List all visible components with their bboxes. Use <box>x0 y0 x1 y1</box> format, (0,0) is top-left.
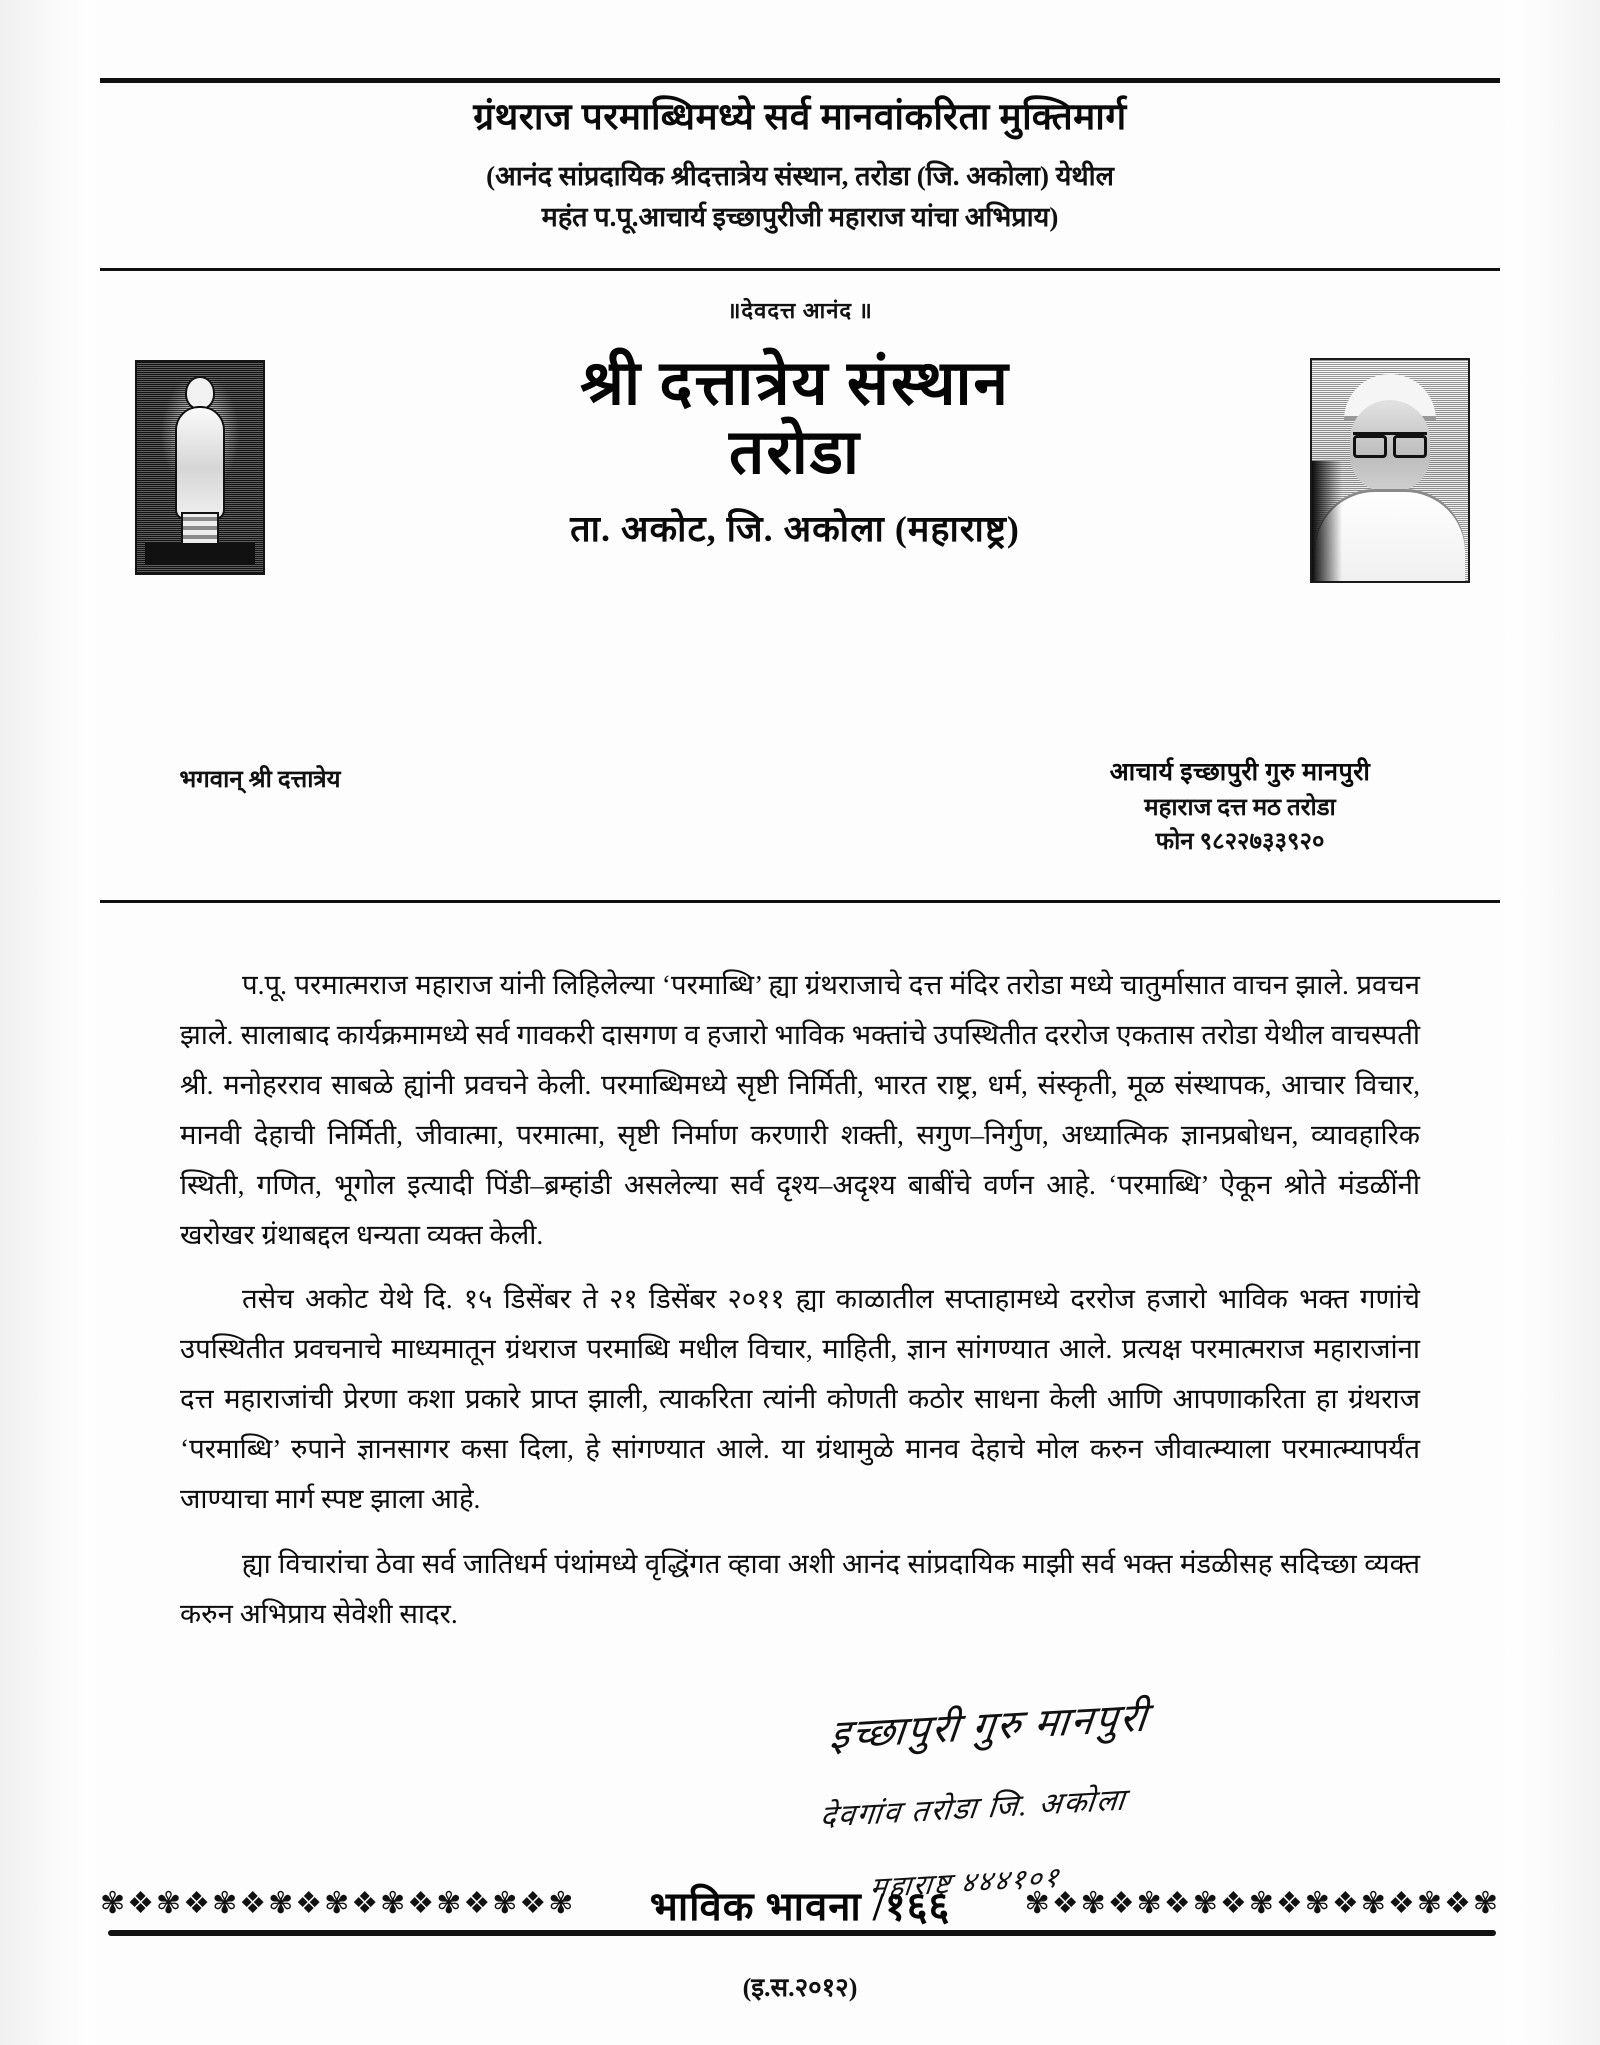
right-image-caption <box>1030 755 1450 859</box>
masthead-block <box>100 350 1500 690</box>
footer-rule <box>108 1930 1496 1936</box>
portrait-shadow <box>1312 461 1342 581</box>
idol-body <box>177 408 223 518</box>
body-paragraph-1: प.पू. परमात्मराज महाराज यांनी लिहिलेल्या ‘परमाब्धि’ ह्या ग्रंथराजाचे दत्त मंदिर तरोडा मध्ये चातुर्मासात वाचन झाले. प्रवचन झाले. सालाबाद कार्यक्रमामध्ये सर्व गावकरी दासगण व हजारो भाविक भक्तांचे उपस्थितीत दररोज एकतास तरोडा येथील वाचस्पती श्री. मनोहरराव साबळे ह्यांनी प्रवचने केली. परमाब्धिमध्ये सृष्टी निर्मिती, भारत राष्ट्र, धर्म, संस्कृती, मूळ संस्थापक, आचार विचार, मानवी देहाची निर्मिती, जीवात्मा, परमात्मा, सृष्टी निर्माण करणारी शक्ती, सगुण–निर्गुण, अध्यात्मिक ज्ञानप्रबोधन, व्यावहारिक स्थिती, गणित, भूगोल इत्यादी पिंडी–ब्रम्हांडी असलेल्या सर्व दृश्य–अदृश्य बाबींचे वर्णन आहे. ‘परमाब्धि’ ऐकून श्रोते मंडळींनी खरोखर ग्रंथाबद्दल धन्यता व्यक्त केली. <box>180 969 1420 1251</box>
spectacles-icon <box>1353 432 1427 450</box>
body-paragraph-2: तसेच अकोट येथे दि. १५ डिसेंबर ते २१ डिसेंबर २०११ ह्या काळातील सप्ताहामध्ये दररोज हजारो भाविक भक्त गणांचे उपस्थितीत प्रवचनाचे माध्यमातून ग्रंथराज परमाब्धि मधील विचार, माहिती, ज्ञान सांगण्यात आले. प्रत्यक्ष परमात्मराज महाराजांना दत्त महाराजांची प्रेरणा कशा प्रकारे प्राप्त झाली, त्याकरिता त्यांनी कोणती कठोर साधना केली आणि आपणाकरिता हा ग्रंथराज ‘परमाब्धि’ रुपाने ज्ञानसागर कसा दिला, हे सांगण्यात आले. या ग्रंथामुळे मानव देहाचे मोल करुन जीवात्म्याला परमात्म्यापर्यंत जाण्याचा मार्ग स्पष्ट झाला आहे. <box>180 1283 1420 1515</box>
footer-year: (इ.स.२०१२) <box>742 1973 858 2002</box>
handwritten-signature-block <box>818 1690 1380 1905</box>
footer-ornament-left: ✾❖✾❖✾❖✾❖✾❖✾❖✾❖✾❖✾ <box>100 1887 576 1920</box>
idol-head <box>187 378 213 408</box>
signature-address: देवगांव तरोडा जि. अकोला <box>818 1783 1129 1834</box>
footer-ornament-right: ✾❖✾❖✾❖✾❖✾❖✾❖✾❖✾❖✾ <box>1024 1887 1500 1920</box>
acharya-portrait-image <box>1310 358 1470 583</box>
dattatreya-idol-image <box>135 360 265 575</box>
body-paragraph-3: ह्या विचारांचा ठेवा सर्व जातिधर्म पंथांमध्ये वृद्धिंगत व्हावा अशी आनंद सांप्रदायिक माझी सर्व भक्त मंडळीसह सदिच्छा व्यक्त करुन अभिप्राय सेवेशी सादर. <box>180 1547 1420 1629</box>
footer-band <box>100 1878 1500 1930</box>
invocation-text: ॥देवदत्त आनंद ॥ <box>727 298 873 323</box>
body-text-block <box>180 960 1420 1653</box>
header-subtitle-line-1: (आनंद सांप्रदायिक श्रीदत्तात्रेय संस्थान, तरोडा (जि. अकोला) येथील <box>486 161 1114 192</box>
institution-name-line-2: तरोडा <box>729 419 861 488</box>
acharya-math: महाराज दत्त मठ तरोडा <box>1144 794 1336 821</box>
masthead-bottom-rule <box>100 900 1500 903</box>
signature-name: इच्छापुरी गुरु मानपुरी <box>827 1694 1151 1758</box>
page-title: ग्रंथराज परमाब्धिमध्ये सर्व मानवांकरिता मुक्तिमार्ग <box>473 97 1127 138</box>
acharya-phone: फोन ९८२२७३३९२० <box>1155 828 1325 855</box>
institution-name-line-1: श्री दत्तात्रेय संस्थान <box>580 350 1010 418</box>
header-bottom-rule <box>100 268 1500 271</box>
header-block <box>100 95 1500 238</box>
top-divider-rule <box>100 78 1500 83</box>
idol-pedestal <box>145 543 255 565</box>
left-image-caption: भगवान् श्री दत्तात्रेय <box>179 767 341 793</box>
footer-book-title: भाविक भावना /१६६ <box>649 1883 951 1929</box>
masthead-text <box>300 350 1290 552</box>
header-subtitle-line-2: महंत प.पू.आचार्य इच्छापुरीजी महाराज यांचा अभिप्राय) <box>541 202 1059 233</box>
acharya-name: आचार्य इच्छापुरी गुरु मानपुरी <box>1109 759 1371 786</box>
signature-pincode: महाराष्ट्र ४४४१०१ <box>868 1862 1062 1905</box>
institution-location: ता. अकोट, जि. अकोला (महाराष्ट्र) <box>570 508 1020 549</box>
